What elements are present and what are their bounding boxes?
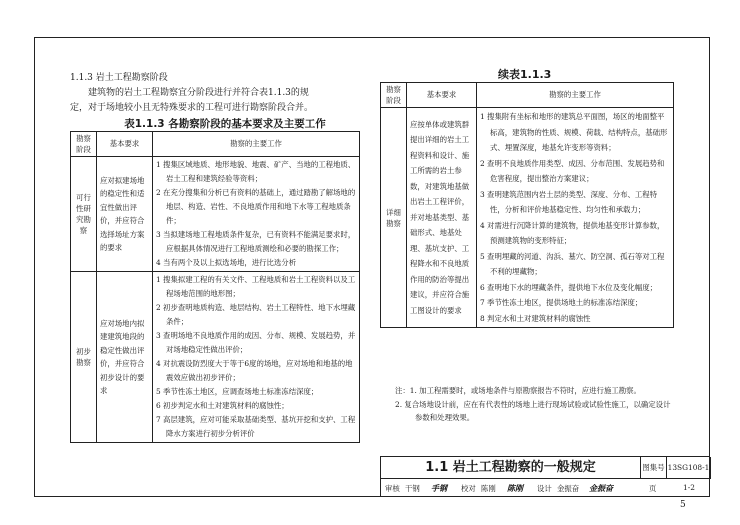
reviewer-name: 干钢 bbox=[405, 484, 420, 493]
intro-line-1: 建筑物的岩土工程勘察宜分阶段进行并符合表1.1.3的规 bbox=[88, 88, 309, 98]
designer-signature: 金振奋 bbox=[589, 483, 613, 493]
table-row bbox=[381, 108, 674, 328]
continued-table bbox=[380, 82, 674, 328]
review-label: 审核 bbox=[385, 484, 400, 493]
header-requirement: 基本要求 bbox=[97, 132, 153, 157]
requirement-cell: 应对场地内拟建建筑地段的稳定性做出评价，并应符合初步设计的要求 bbox=[97, 272, 153, 443]
page-code: 1-2 bbox=[683, 483, 695, 492]
intro-paragraph bbox=[70, 86, 368, 116]
stage-cell: 初步勘察 bbox=[71, 272, 97, 443]
atlas-label: 图集号 bbox=[641, 457, 667, 479]
stage-cell: 可行性研究勘察 bbox=[71, 157, 97, 272]
page-number: 5 bbox=[680, 500, 686, 510]
section-title: 1.1.3 岩土工程勘察阶段 bbox=[70, 73, 168, 83]
work-item: 5 查明埋藏的河道、沟浜、墓穴、防空洞、孤石等对工程不利的埋藏物； bbox=[480, 251, 665, 276]
checker-name: 陈刚 bbox=[481, 484, 496, 493]
header-work: 勘察的主要工作 bbox=[477, 83, 674, 108]
check-label: 校对 bbox=[461, 484, 476, 493]
work-item: 2 查明不良地质作用类型、成因、分布范围、发展趋势和危害程度，提出整治方案建议； bbox=[480, 158, 665, 183]
work-item: 4 当有两个及以上拟选场地，进行比选分析 bbox=[156, 258, 297, 267]
work-item: 4 对抗震设防烈度大于等于6度的场地，应对场地和地基的地震效应做出初步评价； bbox=[156, 359, 353, 382]
design-label: 设计 bbox=[537, 484, 552, 493]
work-item: 8 判定水和土对建筑材料的腐蚀性 bbox=[480, 313, 591, 323]
work-item: 6 查明地下水的埋藏条件，提供地下水位及变化幅度； bbox=[480, 282, 658, 292]
work-item: 7 高层建筑，应对可能采取基础类型、基坑开挖和支护、工程降水方案进行初步分析评价 bbox=[156, 415, 356, 438]
work-item: 6 初步判定水和土对建筑材料的腐蚀性； bbox=[156, 401, 289, 410]
work-cell bbox=[153, 272, 360, 443]
header-stage: 勘察阶段 bbox=[381, 83, 407, 108]
atlas-number: 13SG108-1 bbox=[667, 457, 711, 479]
header-stage: 勘察阶段 bbox=[71, 132, 97, 157]
work-item: 5 季节性冻土地区，应调查场地土标准冻结深度； bbox=[156, 387, 319, 396]
notes-block bbox=[387, 384, 677, 425]
work-item: 2 初步查明地质构造、地层结构、岩土工程特性、地下水埋藏条件； bbox=[156, 303, 356, 326]
page-label: 页 bbox=[649, 484, 657, 493]
header-requirement: 基本要求 bbox=[407, 83, 477, 108]
requirement-cell: 应按单体或建筑群提出详细的岩土工程资料和设计、施工所需的岩土参数，对建筑地基做出岩土工程评价，并对地基类型、基础形式、地基处理、基坑支护、工程降水和不良地质作用的防治等提出建议，并应符合施工图设计的要求 bbox=[407, 108, 477, 328]
table-row bbox=[71, 157, 360, 272]
work-item: 1 搜集附有坐标和地形的建筑总平面图，场区的地面整平标高，建筑物的性质、规模、荷载、结构特点，基础形式、埋置深度，地基允许变形等资料； bbox=[480, 112, 668, 152]
designer-name: 金振奋 bbox=[557, 484, 580, 493]
checker-signature: 陈刚 bbox=[507, 483, 523, 493]
work-item: 3 当拟建场地工程地质条件复杂，已有资料不能满足要求时，应根据具体情况进行工程地质测绘和必要的勘探工作； bbox=[156, 230, 356, 253]
drawing-title: 1.1 岩土工程勘察的一般规定 bbox=[381, 457, 641, 479]
right-table-title: 续表1.1.3 bbox=[498, 68, 552, 81]
note-item: 注：1. 加工程需要时，或场地条件与原勘察报告不符时，应进行施工勘察。 bbox=[395, 386, 641, 395]
left-table-title: 表1.1.3 各勘察阶段的基本要求及主要工作 bbox=[124, 118, 326, 130]
table-header-row bbox=[381, 83, 674, 108]
header-work: 勘察的主要工作 bbox=[153, 132, 360, 157]
note-item: 2. 复合场地设计前，应在有代表性的场地上进行现场试验或试验性施工，以确定设计参数和处理效果。 bbox=[395, 399, 671, 422]
work-cell bbox=[477, 108, 674, 328]
left-text-block bbox=[70, 72, 368, 116]
table-row bbox=[71, 272, 360, 443]
signature-row bbox=[381, 479, 711, 498]
work-item: 3 查明场地不良地质作用的成因、分布、规模、发展趋势，并对场地稳定性做出评价； bbox=[156, 331, 356, 354]
work-item: 1 搜集拟建工程的有关文件、工程地质和岩土工程资料以及工程场地范围的地形图； bbox=[156, 275, 356, 298]
survey-stage-table bbox=[70, 131, 360, 443]
reviewer-signature: 手钢 bbox=[431, 483, 447, 493]
work-item: 1 搜集区域地质、地形地貌、地震、矿产、当地的工程地质、岩土工程和建筑经验等资料； bbox=[156, 160, 356, 183]
requirement-cell: 应对拟建场地的稳定性和适宜性做出评价，并应符合选择场址方案的要求 bbox=[97, 157, 153, 272]
work-item: 4 对需进行沉降计算的建筑物，提供地基变形计算参数，预测建筑物的变形特征； bbox=[480, 220, 665, 245]
work-item: 2 在充分搜集和分析已有资料的基础上，通过踏勘了解场地的地层、构造、岩性、不良地质作用和地下水等工程地质条件； bbox=[156, 188, 356, 225]
work-cell bbox=[153, 157, 360, 272]
stage-cell: 详细勘察 bbox=[381, 108, 407, 328]
intro-line-2: 定，对于场地较小且无特殊要求的工程可进行勘察阶段合并。 bbox=[70, 103, 314, 113]
table-header-row bbox=[71, 132, 360, 157]
title-block bbox=[380, 456, 710, 497]
work-item: 7 季节性冻土地区，提供场地土的标准冻结深度； bbox=[480, 298, 643, 307]
work-item: 3 查明建筑范围内岩土层的类型、深度、分布、工程特性，分析和评价地基稳定性、均匀性和承载力； bbox=[480, 189, 658, 214]
